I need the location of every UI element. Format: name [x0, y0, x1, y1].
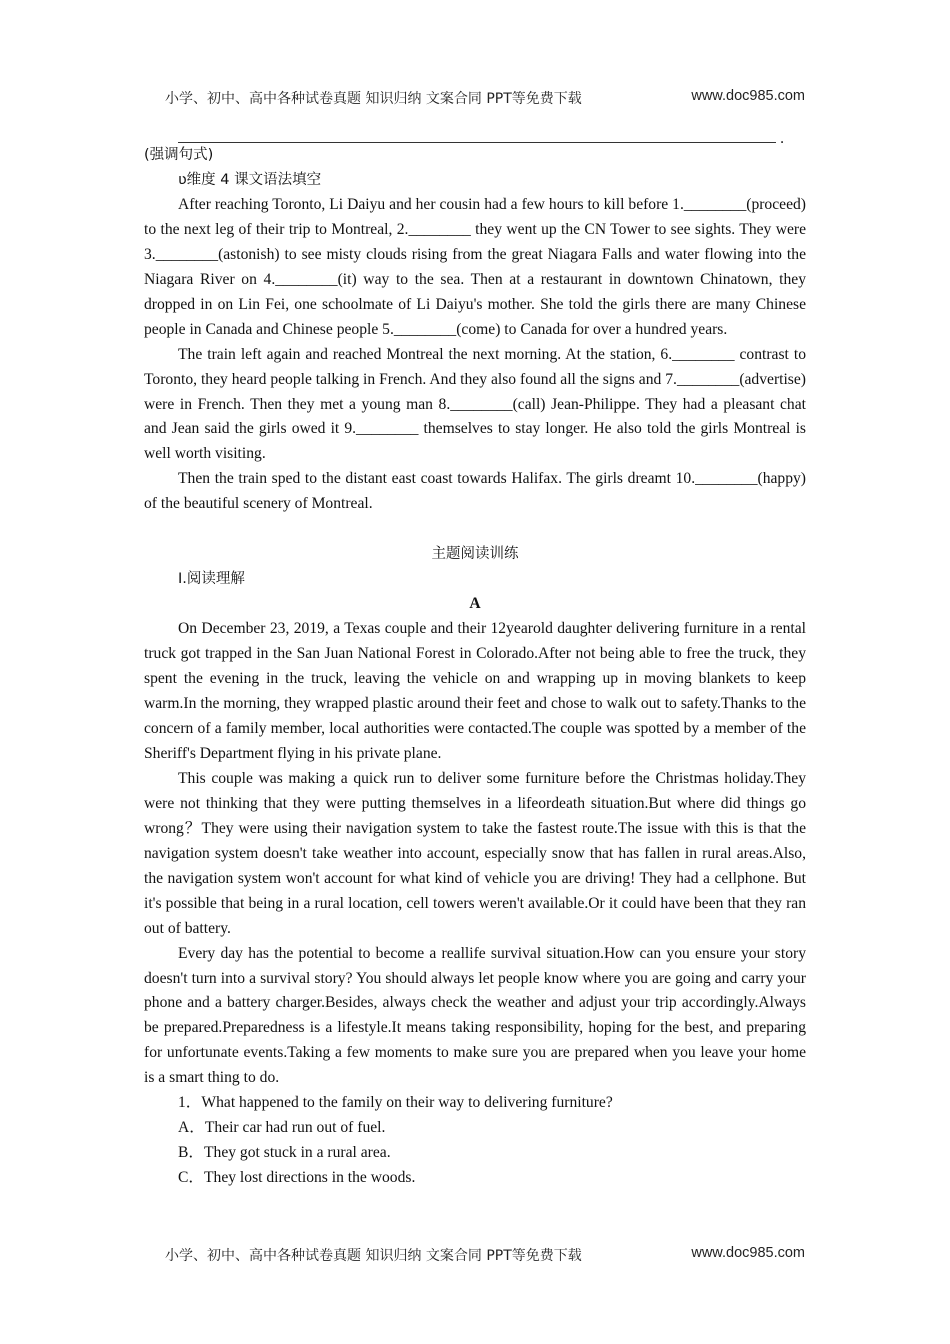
option-a: A．Their car had run out of fuel.: [178, 1119, 386, 1137]
option-c: C．They lost directions in the woods.: [178, 1169, 416, 1187]
section4-title: ʋ维度 4 课文语法填空: [178, 171, 322, 188]
passage-paragraph: Every day has the potential to become a reallife survival situation.How can you ensure your story doesn't turn into a survival story? You should always let people know where you are going and carry your phone and a battery charger.Besides, always check the weather and adjust your trip accordingly.Always be prepared.Preparedness is a lifestyle.It means taking responsibility, hoping for the best, and preparing for unfortunate events.Taking a few moments to make sure you are prepared when you leave your home is a smart thing to do.: [144, 944, 806, 1087]
cloze-paragraph: Then the train sped to the distant east coast towards Halifax. The girls dreamt 10.________(happy) of the beautiful scenery of Montreal.: [144, 470, 806, 513]
reading-title: 主题阅读训练: [431, 546, 519, 563]
reading-section: Ⅰ.阅读理解: [178, 571, 245, 588]
answer-line: [178, 124, 784, 147]
footer-text: 小学、初中、高中各种试卷真题 知识归纳 文案合同 PPT等免费下载: [165, 1248, 582, 1264]
question-stem: 1．What happened to the family on their way to delivering furniture?: [178, 1094, 613, 1112]
passage-paragraph: This couple was making a quick run to deliver some furniture before the Christmas holiday.They were not thinking that they were putting themselves in a lifeordeath situation.But where did things go wrong？They were using their navigation system to take the fastest route.The issue with this is that the navigation system doesn't take weather into account, especially snow that has fallen in rural areas.Also, the navigation system won't account for what kind of vehicle you are driving! They had a cellphone. But it's possible that being in a rural location, cell towers weren't available.Or it could have been that they ran out of battery.: [144, 769, 806, 937]
cloze-paragraph: The train left again and reached Montreal the next morning. At the station, 6.________ contrast to Toronto, they heard people talking in French. And they also found all the signs and 7.________(advertise) were in French. Then they met a young man 8.________(call) Jean-Philippe. They had a pleasant chat and Jean said the girls owed it 9.________ themselves to stay longer. He also told the girls Montreal is well worth visiting.: [144, 345, 806, 463]
cloze-paragraph: After reaching Toronto, Li Daiyu and her cousin had a few hours to kill before 1.________(proceed) to the next leg of their trip to Montreal, 2.________ they went up the CN Tower to see sights. They were 3.________(astonish) to see misty clouds rising from the great Niagara Falls and water flowing into the Niagara River on 4.________(it) way to the sea. Then at a restaurant in downtown Chinatown, they dropped in on Lin Fei, one schoolmate of Li Daiyu's mother. She told the girls there are many Chinese people in Canada and Chinese people 5.________(come) to Canada for over a hundred years.: [144, 195, 806, 338]
emphasis-note: (强调句式): [144, 147, 214, 163]
header-site[interactable]: www.doc985.com: [691, 88, 805, 104]
footer-site[interactable]: www.doc985.com: [691, 1245, 805, 1261]
document-body: [144, 124, 806, 1191]
option-b: B．They got stuck in a rural area.: [178, 1144, 391, 1162]
answer-line-end: .: [780, 130, 784, 147]
page-header: [165, 88, 805, 108]
header-text: 小学、初中、高中各种试卷真题 知识归纳 文案合同 PPT等免费下载: [165, 91, 582, 107]
passage-paragraph: On December 23, 2019, a Texas couple and their 12yearold daughter delivering furniture in a rental truck got trapped in the San Juan National Forest in Colorado.After not being able to free the truck, they spent the evening in the truck, leaving the vehicle on and wrapping up in moving blankets to keep warm.In the morning, they wrapped plastic around their feet and chose to walk out to safety.Thanks to the concern of a family member, local authorities were contacted.The couple was spotted by a member of the Sheriff's Department flying in his private plane.: [144, 620, 806, 762]
passage-label: A: [469, 595, 481, 613]
page-footer: [165, 1245, 805, 1265]
